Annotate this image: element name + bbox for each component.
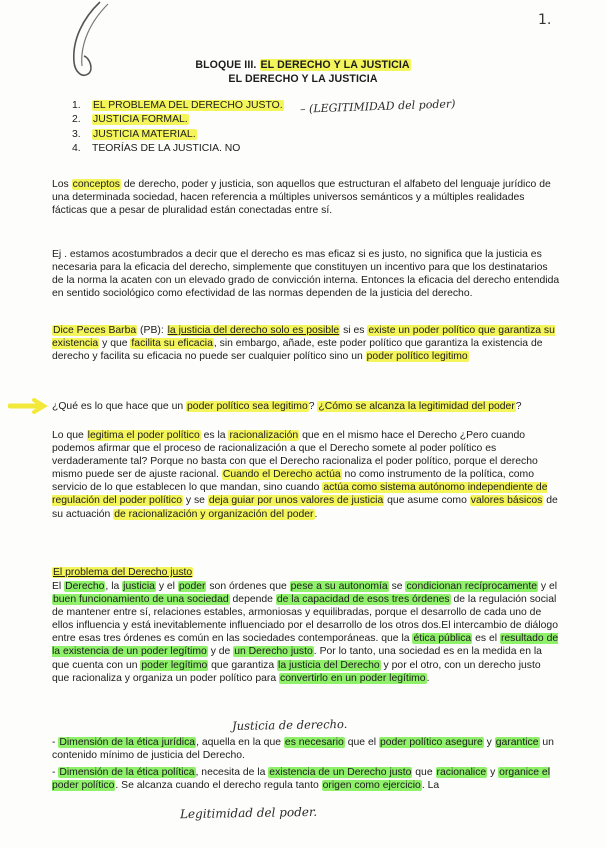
- toc-label: EL PROBLEMA DEL DERECHO JUSTO.: [93, 100, 283, 111]
- paragraph-etica-politica: - Dimensión de la ética política, necesita de la existencia de un Derecho justo que racionalice y organice el poder político. Se alcanza cuando el derecho regula tanto origen como ejercicio. La: [52, 767, 551, 792]
- table-of-contents: [72, 99, 284, 157]
- toc-label: TEORÍAS DE LA JUSTICIA. NO: [92, 143, 241, 155]
- toc-item: 1. EL PROBLEMA DEL DERECHO JUSTO.: [72, 100, 283, 111]
- paragraph-pregunta: ¿Qué es lo que hace que un poder político sea legitimo? ¿Cómo se alcanza la legitimidad del poder?: [52, 401, 522, 412]
- toc-item: 2. JUSTICIA FORMAL.: [72, 114, 188, 126]
- title-line-2: EL DERECHO Y LA JUSTICIA: [228, 73, 378, 85]
- title-line-1: [0, 58, 606, 72]
- paragraph-problema: El Derecho, la justicia y el poder son órdenes que pese a su autonomía se condicionan recíprocamente y el buen funcionamiento de una sociedad depende de la capacidad de esos tres órdenes de la regulación social de mantener entre sí, relaciones estables, armoniosas y equilibradas, porque el desarrollo de cada uno de ellos influencia y está inevitablemente influenciado por el desarrollo de los otros dos.El intercambio de diálogo entre esas tres órdenes es común en las sociedades contemporáneas. que la ética pública es el resultado de la existencia de un poder legítimo y de un Derecho justo. Por lo tanto, una sociedad es en la medida en la que cuenta con un poder legítimo que garantiza la justicia del Derecho y por el otro, con un derecho justo que racionaliza y organiza un poder político para convertirlo en un poder legítimo.: [52, 581, 559, 684]
- toc-label: JUSTICIA MATERIAL.: [93, 128, 196, 140]
- handwritten-note-justicia: Justicia de derecho.: [231, 716, 348, 734]
- paragraph-conceptos: Los conceptos de derecho, poder y justicia, son aquellos que estructuran el alfabeto del lenguaje jurídico de una determinada sociedad, hacen referencia a múltiples universos semánticos y a múltiples realidades fácticas que a pesar de pluralidad están conectadas entre sí.: [52, 179, 551, 217]
- page-number: 1.: [538, 12, 552, 28]
- paragraph-legitima: Lo que legitima el poder político es la racionalización que en el mismo hace el Derecho ¿Pero cuando podemos afirmar que el proceso de racionalización a que el Derecho somete al poder político es verdaderamente tal? Porque no basta con que el Derecho racionaliza el poder político, porque el derecho mismo puede ser de ajuste racional. Cuando el Derecho actúa no como instrumento de la política, como servicio de lo que establecen lo que mandan, sino cuando actúa como sistema autónomo independiente de regulación del poder político y se deja guiar por unos valores de justicia que asume como valores básicos de su actuación de racionalización y organización del poder.: [52, 430, 558, 520]
- title-prefix: BLOQUE III.: [195, 59, 260, 71]
- arrow-icon: [8, 398, 48, 414]
- title-block: [0, 58, 606, 86]
- handwritten-note-legitimidad: Legitimidad del poder.: [179, 804, 318, 822]
- paragraph-etica-juridica: - Dimensión de la ética jurídica, aquella en la que es necesario que el poder político asegure y garantice un contenido mínimo de justicia del Derecho.: [52, 737, 554, 762]
- toc-item: 3. JUSTICIA MATERIAL.: [72, 128, 196, 140]
- section-heading: El problema del Derecho justo: [53, 567, 193, 578]
- title-highlight: EL DERECHO Y LA JUSTICIA: [260, 59, 410, 71]
- paragraph-ejemplo: Ej . estamos acostumbrados a decir que el derecho es mas eficaz si es justo, no significa que la justicia es necesaria para la eficacia del derecho, simplemente que constituyen un incentivo para que los destinatarios de la norma la acaten con un elevado grado de convicción interna. Entonces la eficacia del derecho entendida en sentido sociológico como efectividad de las normas dependen de la justicia del derecho.: [52, 249, 560, 300]
- paragraph-peces-barba: Dice Peces Barba (PB): la justicia del derecho solo es posible si es existe un poder político que garantiza su existencia y que facilita su eficacia, sin embargo, añade, este poder político que garantiza la existencia de derecho y facilita su eficacia no puede ser cualquier político sino un poder político legitimo: [52, 325, 555, 363]
- toc-item: 4. TEORÍAS DE LA JUSTICIA. NO: [72, 143, 241, 155]
- handwritten-note-legitimidad-poder: – (LEGITIMIDAD del poder): [299, 97, 456, 116]
- toc-label: JUSTICIA FORMAL.: [93, 114, 188, 126]
